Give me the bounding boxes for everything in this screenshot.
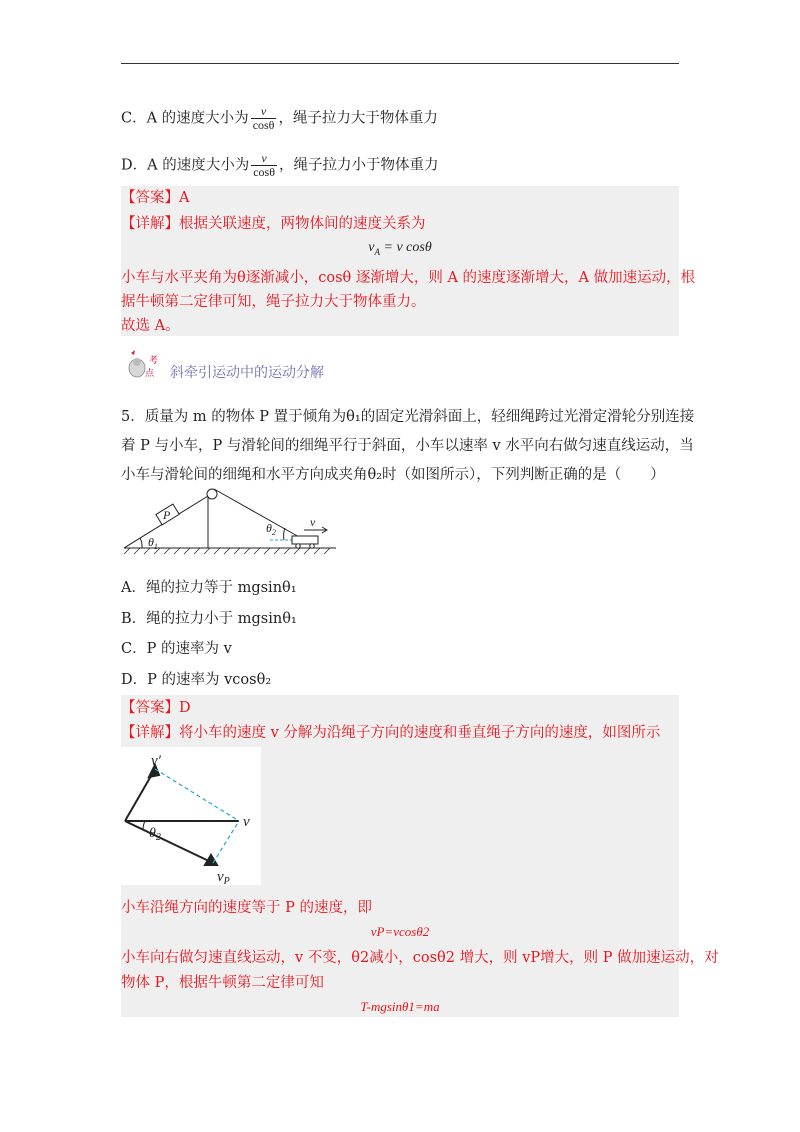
- velocity-decomposition-figure: [121, 747, 261, 885]
- question-line-2: 着 P 与小车，P 与滑轮间的细绳平行于斜面，小车以速率 v 水平向右做匀速直线运动，当: [121, 438, 694, 454]
- kaodian-title: 斜牵引运动中的运动分解: [170, 365, 324, 381]
- detail-label-2: 【详解】将小车的速度 v 分解为沿绳子方向的速度和垂直绳子方向的速度，如图所示: [121, 725, 661, 741]
- conclusion: 故选 A。: [121, 318, 180, 334]
- incline-pulley-figure: [120, 484, 340, 556]
- option-c: C．P 的速率为 v: [121, 641, 232, 657]
- option-c-prev: C．A 的速度大小为 $\frac{v}{\cos\theta}$ ，绳子拉力大于物体重力: [121, 104, 438, 132]
- option-a: A．绳的拉力等于 mgsinθ₁: [121, 580, 297, 596]
- kaodian-char-1: 考: [149, 356, 159, 366]
- formula-newton: T-mgsinθ1=ma: [360, 999, 440, 1014]
- block-p-label: P: [163, 508, 171, 522]
- answer-panel-1: [121, 186, 696, 336]
- answer-label: 【答案】A: [121, 190, 190, 206]
- header-rule: [121, 63, 679, 64]
- kaodian-badge-icon: [125, 348, 169, 384]
- theta1-label: $\theta_1$: [148, 535, 158, 551]
- option-d-prev: D．A 的速度大小为 $\frac{v}{\cos\theta}$ ，绳子拉力小于物体重力: [121, 151, 439, 179]
- vp-label: $v_P$: [217, 869, 230, 885]
- explanation-line-2: 据牛顿第二定律可知，绳子拉力大于物体重力。: [121, 294, 426, 310]
- question-line-3: 小车与滑轮间的细绳和水平方向成夹角θ₂时（如图所示），下列判断正确的是（ ）: [121, 467, 665, 483]
- kaodian-char-2: 点: [145, 369, 155, 379]
- v-prime-label: v′: [151, 753, 161, 769]
- theta2-angle-label: $\theta_2$: [149, 826, 161, 843]
- velocity-label: v: [310, 515, 316, 529]
- theta2-label: $\theta_2$: [266, 521, 276, 537]
- v-label: v: [243, 814, 250, 830]
- option-d: D．P 的速率为 vcosθ₂: [121, 672, 272, 688]
- detail-label: 【详解】根据关联速度，两物体间的速度关系为: [121, 216, 426, 232]
- answer-panel-2: [121, 695, 719, 1017]
- velocity-formula: $v_A = v$ cosθ: [368, 240, 432, 257]
- explanation2-line-3: 物体 P，根据牛顿第二定律可知: [121, 975, 324, 991]
- answer-label-2: 【答案】D: [121, 700, 191, 716]
- option-b: B．绳的拉力小于 mgsinθ₁: [121, 611, 297, 627]
- formula-vp: vP=vcosθ2: [370, 924, 430, 939]
- question-line-1: 5．质量为 m 的物体 P 置于倾角为θ₁的固定光滑斜面上，轻细绳跨过光滑定滑轮分别连接: [121, 409, 695, 425]
- explanation2-line-1: 小车沿绳方向的速度等于 P 的速度，即: [121, 900, 372, 916]
- explanation-line-1: 小车与水平夹角为θ逐渐减小，cosθ 逐渐增大，则 A 的速度逐渐增大，A 做加速运动，根: [121, 270, 696, 286]
- explanation2-line-2: 小车向右做匀速直线运动，v 不变，θ2减小，cosθ2 增大，则 vP增大，则 P 做加速运动，对: [121, 950, 719, 966]
